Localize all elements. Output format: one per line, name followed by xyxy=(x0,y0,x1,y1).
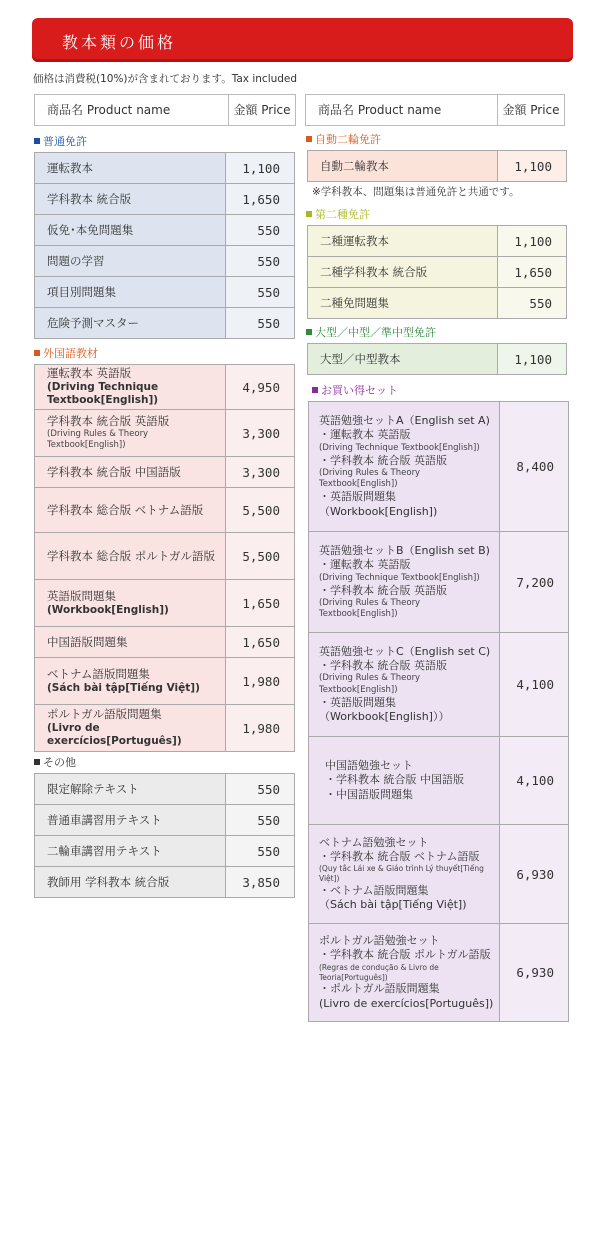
table-row xyxy=(308,633,569,737)
product-text-line: ・学科教本 統合版 ベトナム語版 xyxy=(319,849,480,863)
product-name-cell: 運転教本 xyxy=(35,153,226,183)
right-table-header xyxy=(305,94,565,126)
table-row xyxy=(34,153,295,184)
product-name-cell: 二種免問題集 xyxy=(308,288,498,318)
price-cell: 1,650 xyxy=(226,184,294,214)
product-text-line: （Workbook[English]）） xyxy=(319,709,450,723)
price-cell: 4,100 xyxy=(500,737,568,824)
product-text-line: 英語勉強セットB（English set B) xyxy=(319,543,490,557)
price-cell: 550 xyxy=(226,246,294,276)
price-cell: 5,500 xyxy=(226,533,294,579)
table-normal xyxy=(34,152,295,339)
product-name-cell xyxy=(35,580,226,626)
table-row xyxy=(308,924,569,1022)
square-bullet-icon xyxy=(34,759,40,765)
product-name-cell xyxy=(309,532,500,632)
price-cell: 6,930 xyxy=(500,825,568,923)
price-cell: 1,100 xyxy=(498,151,566,181)
product-text-line: ・学科教本 統合版 英語版 xyxy=(319,583,447,597)
price-cell: 1,980 xyxy=(226,705,294,751)
product-text-line: ポルトガル語版問題集 xyxy=(47,706,162,721)
table-moto xyxy=(307,150,567,182)
table-other xyxy=(34,773,295,898)
header-product-name: 商品名 Product name xyxy=(35,95,229,125)
square-bullet-icon xyxy=(34,138,40,144)
product-name-cell xyxy=(35,365,226,409)
table-foreign xyxy=(34,364,295,752)
product-text-line: ポルトガル語勉強セット xyxy=(319,934,440,948)
table-row xyxy=(34,365,295,410)
table-row xyxy=(34,488,295,533)
table-row xyxy=(308,825,569,924)
product-text-line: ・中国語版問題集 xyxy=(325,787,413,801)
product-text-line: (Driving Technique Textbook[English]) xyxy=(319,442,480,453)
section-label-moto: 自動二輪免許 xyxy=(306,131,381,147)
table-second xyxy=(307,225,567,319)
tax-note: 価格は消費税(10%)が含まれております。Tax included xyxy=(33,73,298,85)
product-text-line: (Driving Rules & Theory Textbook[English]) xyxy=(319,597,421,619)
product-text-line: ・英語版問題集 xyxy=(319,695,396,709)
header-price: 金額 Price xyxy=(233,103,291,117)
table-row xyxy=(34,658,295,705)
table-sets xyxy=(308,401,569,1022)
section-label-sets: お買い得セット xyxy=(312,382,398,398)
price-cell: 1,650 xyxy=(498,257,566,287)
product-text-line: ・運転教本 英語版 xyxy=(319,428,411,442)
square-bullet-icon xyxy=(306,329,312,335)
price-cell: 1,100 xyxy=(498,344,566,374)
section-label-second: 第二種免許 xyxy=(306,206,370,222)
product-text-line: (Sách bài tập[Tiếng Việt]) xyxy=(47,681,200,694)
price-cell: 3,300 xyxy=(226,410,294,456)
product-text-line: (Driving Rules & Theory Textbook[English]) xyxy=(319,468,421,490)
product-text-line: （Workbook[English]) xyxy=(319,504,438,518)
product-name-cell xyxy=(35,705,226,751)
price-cell: 550 xyxy=(226,836,294,866)
table-row xyxy=(307,288,567,319)
square-bullet-icon xyxy=(312,387,318,393)
title-banner xyxy=(32,18,573,62)
product-name-cell: 限定解除テキスト xyxy=(35,774,226,804)
table-row xyxy=(308,737,569,825)
product-text-line: (Quy tắc Lái xe & Giáo trình Lý thuyết[Tiếng Việt]) xyxy=(319,864,484,883)
product-name-cell: 二種運転教本 xyxy=(308,226,498,256)
header-product-name: 商品名 Product name xyxy=(306,95,498,125)
price-cell: 3,850 xyxy=(226,867,294,897)
table-row xyxy=(34,805,295,836)
product-text-line: 英語版問題集 xyxy=(47,588,116,603)
page-title: 教本類の価格 xyxy=(62,33,177,52)
price-cell: 1,980 xyxy=(226,658,294,704)
product-text-line: (Workbook[English]) xyxy=(47,603,169,616)
product-text-line: ベトナム語勉強セット xyxy=(319,835,429,849)
price-cell: 1,100 xyxy=(498,226,566,256)
product-text-line: (Driving Technique Textbook[English]) xyxy=(319,572,480,583)
section-label-other: その他 xyxy=(34,754,76,770)
square-bullet-icon xyxy=(306,136,312,142)
price-cell: 550 xyxy=(226,277,294,307)
product-name-cell: 問題の学習 xyxy=(35,246,226,276)
price-cell: 550 xyxy=(226,215,294,245)
product-name-cell: 仮免･本免問題集 xyxy=(35,215,226,245)
table-row xyxy=(34,308,295,339)
table-row xyxy=(308,402,569,532)
price-cell: 550 xyxy=(226,308,294,338)
section-label-normal: 普通免許 xyxy=(34,133,87,149)
table-row xyxy=(34,246,295,277)
product-name-cell xyxy=(35,410,226,456)
table-row xyxy=(307,151,567,182)
price-cell: 550 xyxy=(498,288,566,318)
product-name-cell: 普通車講習用テキスト xyxy=(35,805,226,835)
product-text-line: ・英語版問題集 xyxy=(319,490,396,504)
product-text-line: (Driving Technique Textbook[English]) xyxy=(47,380,159,407)
product-name-cell xyxy=(309,402,500,531)
product-name-cell: 学科教本 総合版 ポルトガル語版 xyxy=(35,533,226,579)
section-label-foreign: 外国語教材 xyxy=(34,345,98,361)
product-text-line: (Driving Rules & Theory Textbook[English]) xyxy=(319,673,421,695)
product-name-cell: 二種学科教本 統合版 xyxy=(308,257,498,287)
section-label-large: 大型／中型／準中型免許 xyxy=(306,324,436,340)
product-text-line: 運転教本 英語版 xyxy=(47,365,132,380)
table-row xyxy=(307,226,567,257)
product-text-line: 学科教本 統合版 英語版 xyxy=(47,414,170,429)
product-text-line: ・学科教本 統合版 英語版 xyxy=(319,453,447,467)
moto-note: ※学科教本、問題集は普通免許と共通です。 xyxy=(312,186,520,198)
product-name-cell: 学科教本 統合版 xyxy=(35,184,226,214)
product-text-line: (Regras de condução & Livro de Teoria[Português]) xyxy=(319,962,439,982)
product-name-cell: 学科教本 統合版 中国語版 xyxy=(35,457,226,487)
table-row xyxy=(34,215,295,246)
table-row xyxy=(34,457,295,488)
product-text-line: （Sách bài tập[Tiếng Việt]) xyxy=(319,898,467,912)
table-row xyxy=(34,705,295,752)
product-name-cell xyxy=(309,737,500,824)
product-name-cell: 項目別問題集 xyxy=(35,277,226,307)
product-name-cell: 二輪車講習用テキスト xyxy=(35,836,226,866)
price-cell: 550 xyxy=(226,774,294,804)
product-name-cell: 自動二輪教本 xyxy=(308,151,498,181)
product-name-cell: 大型／中型教本 xyxy=(308,344,498,374)
product-text-line: (Livro de exercícios[Português]) xyxy=(47,721,182,748)
square-bullet-icon xyxy=(306,211,312,217)
price-cell: 8,400 xyxy=(500,402,568,531)
table-row xyxy=(34,867,295,898)
product-text-line: (Livro de exercícios[Português]) xyxy=(319,996,494,1010)
table-row xyxy=(307,344,567,375)
product-text-line: 中国語勉強セット xyxy=(325,759,413,773)
product-text-line: ・運転教本 英語版 xyxy=(319,558,411,572)
product-text-line: 英語勉強セットA（English set A) xyxy=(319,414,490,428)
price-cell: 1,100 xyxy=(226,153,294,183)
product-text-line: 英語勉強セットC（English set C) xyxy=(319,644,491,658)
table-row xyxy=(34,533,295,580)
table-large xyxy=(307,343,567,375)
table-row xyxy=(34,410,295,457)
product-name-cell: 学科教本 総合版 ベトナム語版 xyxy=(35,488,226,532)
product-text-line: (Driving Rules & Theory Textbook[English]) xyxy=(47,429,149,451)
product-text-line: ・ポルトガル語版問題集 xyxy=(319,982,440,996)
price-cell: 4,950 xyxy=(226,365,294,409)
price-cell: 6,930 xyxy=(500,924,568,1021)
square-bullet-icon xyxy=(34,350,40,356)
price-cell: 1,650 xyxy=(226,627,294,657)
product-text-line: ・ベトナム語版問題集 xyxy=(319,883,429,897)
price-cell: 3,300 xyxy=(226,457,294,487)
product-name-cell: 中国語版問題集 xyxy=(35,627,226,657)
price-cell: 7,200 xyxy=(500,532,568,632)
price-cell: 5,500 xyxy=(226,488,294,532)
product-text-line: ・学科教本 統合版 英語版 xyxy=(319,659,447,673)
product-name-cell xyxy=(35,658,226,704)
header-price: 金額 Price xyxy=(502,103,560,117)
product-text-line: ・学科教本 統合版 ポルトガル語版 xyxy=(319,948,491,962)
product-name-cell xyxy=(309,825,500,923)
product-name-cell: 危険予測マスター xyxy=(35,308,226,338)
table-row xyxy=(34,580,295,627)
product-text-line: ・学科教本 統合版 中国語版 xyxy=(325,773,464,787)
table-row xyxy=(34,277,295,308)
table-row xyxy=(34,184,295,215)
price-cell: 1,650 xyxy=(226,580,294,626)
table-row xyxy=(34,627,295,658)
table-row xyxy=(34,774,295,805)
table-row xyxy=(307,257,567,288)
price-cell: 4,100 xyxy=(500,633,568,736)
product-name-cell xyxy=(309,924,500,1021)
table-row xyxy=(308,532,569,633)
product-name-cell xyxy=(309,633,500,736)
product-text-line: ベトナム語版問題集 xyxy=(47,666,150,681)
left-table-header xyxy=(34,94,296,126)
price-cell: 550 xyxy=(226,805,294,835)
table-row xyxy=(34,836,295,867)
product-name-cell: 教師用 学科教本 統合版 xyxy=(35,867,226,897)
